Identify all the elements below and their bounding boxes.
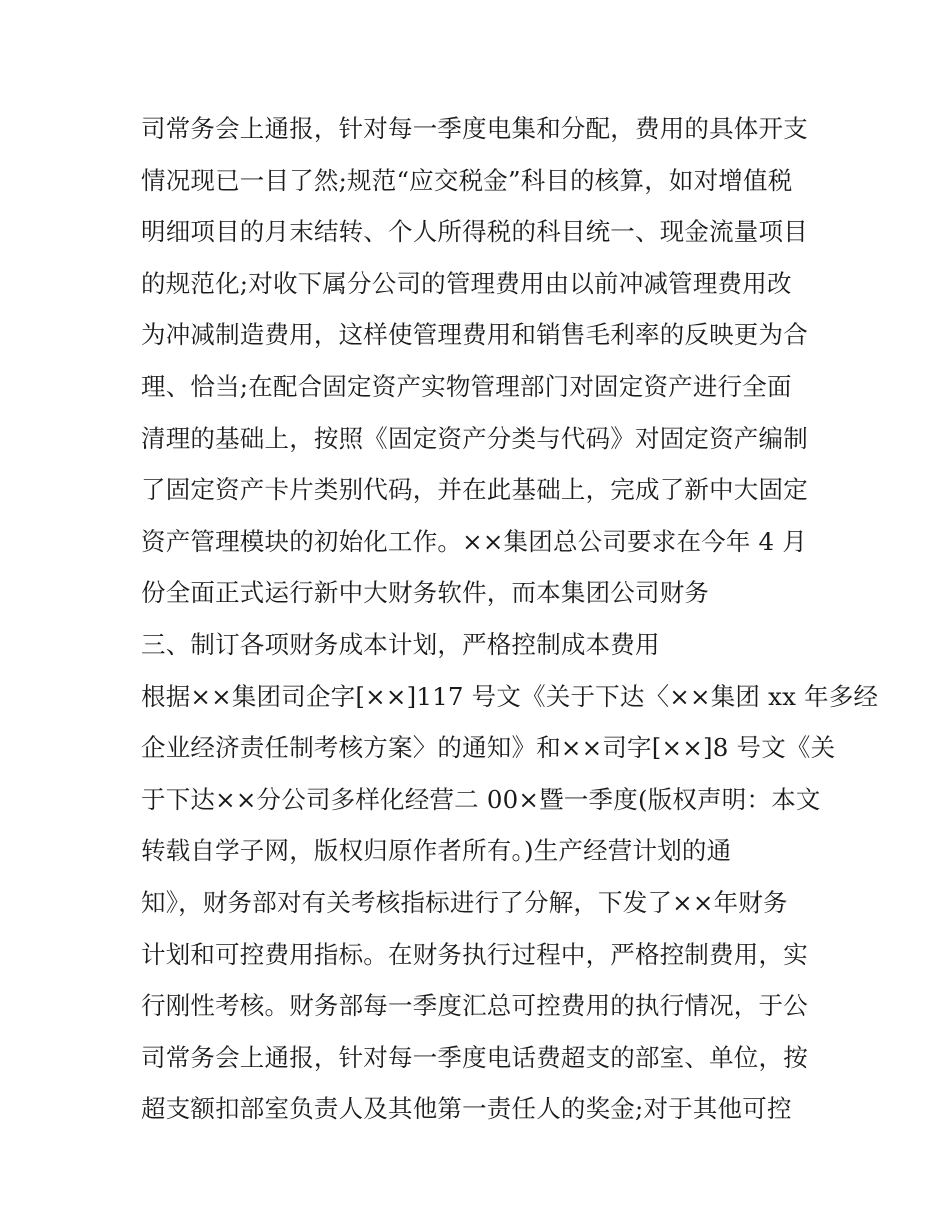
text-line: 明细项目的月末结转、个人所得税的科目统一、现金流量项目	[141, 217, 808, 247]
text-line: 为冲减制造费用，这样使管理费用和销售毛利率的反映更为合	[141, 320, 808, 350]
text-line: 超支额扣部室负责人及其他第一责任人的奖金;对于其他可控	[141, 1094, 792, 1124]
text-line: 资产管理模块的初始化工作。××集团总公司要求在今年 4 月	[141, 526, 808, 556]
text-line: 司常务会上通报，针对每一季度电集和分配，费用的具体开支	[141, 114, 808, 143]
text-line: 的规范化;对收下属分公司的管理费用由以前冲减管理费用改	[141, 268, 792, 298]
text-line: 情况现已一目了然;规范“应交税金”科目的核算，如对增值税	[141, 165, 793, 195]
text-line: 份全面正式运行新中大财务软件，而本集团公司财务	[141, 578, 710, 608]
text-line: 了固定资产卡片类别代码，并在此基础上，完成了新中大固定	[141, 475, 808, 505]
text-line: 企业经济责任制考核方案〉的通知》和××司字[××]8 号文《关	[141, 733, 836, 763]
text-line: 计划和可控费用指标。在财务执行过程中，严格控制费用，实	[141, 939, 808, 969]
text-line: 转载自学子网，版权归原作者所有。)生产经营计划的通	[141, 836, 732, 866]
text-line: 清理的基础上，按照《固定资产分类与代码》对固定资产编制	[141, 423, 808, 453]
text-line: 根据××集团司企字[××]117 号文《关于下达〈××集团 xx 年多经	[141, 681, 879, 711]
text-line: 知》，财务部对有关考核指标进行了分解，下发了××年财务	[141, 887, 788, 917]
section-heading: 三、制订各项财务成本计划，严格控制成本费用	[141, 629, 660, 659]
text-line: 司常务会上通报，针对每一季度电话费超支的部室、单位，按	[141, 1042, 808, 1072]
text-line: 理、恰当;在配合固定资产实物管理部门对固定资产进行全面	[141, 371, 792, 401]
body-text	[141, 103, 879, 1135]
text-line: 于下达××分公司多样化经营二 00×暨一季度(版权声明：本文	[141, 784, 821, 814]
text-line: 行刚性考核。财务部每一季度汇总可控费用的执行情况，于公	[141, 991, 808, 1021]
